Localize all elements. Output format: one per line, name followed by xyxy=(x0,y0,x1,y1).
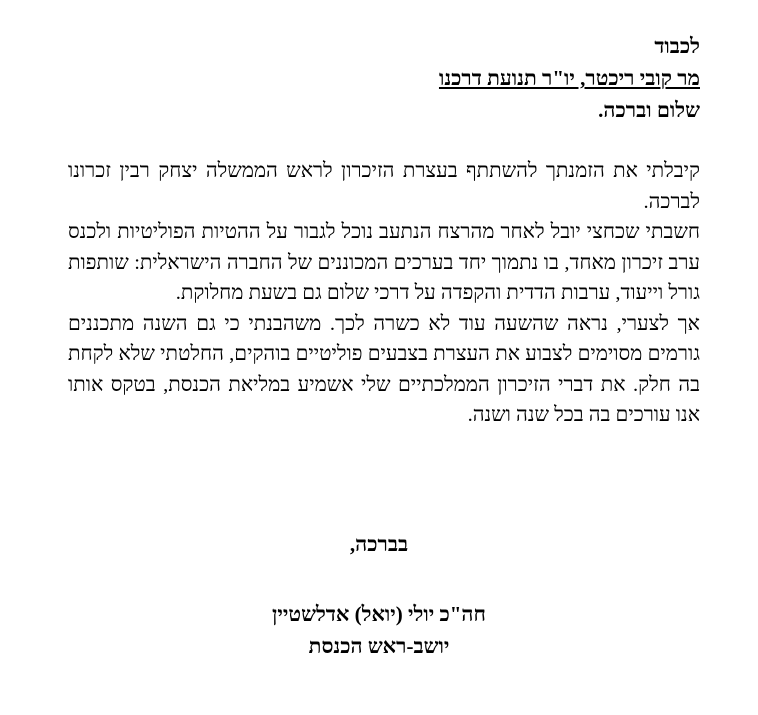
signature-title: יושב-ראש הכנסת xyxy=(308,634,450,658)
paragraph-2: חשבתי שכחצי יובל לאחר מהרצח הנתעב נוכל לגבור על ההטיות הפוליטיות ולכנס ערב זיכרון מאחד, בו נתמוך יחד בערכים המכוננים של החברה הישראלית: שותפות גורל וייעוד, ערבות הדדית והקפדה על דרכי שלום גם בשעת מחלוקת. xyxy=(68,221,700,304)
signature-block xyxy=(0,598,758,662)
closing: בברכה, xyxy=(349,532,409,556)
salutation: לכבוד xyxy=(654,34,700,58)
paragraph-3: אך לצערי, נראה שהשעה עוד לא כשרה לכך. משהבנתי כי גם השנה מתכננים גורמים מסוימים לצבוע את העצרת בצבעים פוליטיים בוהקים, החלטתי שלא לקחת בה חלק. את דברי הזיכרון הממלכתיים שלי אשמיע במליאת הכנסת, בטקס אותו אנו עורכים בה בכל שנה ושנה. xyxy=(68,312,700,426)
greeting: שלום וברכה. xyxy=(598,98,700,122)
recipient: מר קובי ריכטר, יו"ר תנועת דרכנו xyxy=(438,66,700,90)
paragraph-1: קיבלתי את הזמנתך להשתתף בעצרת הזיכרון לראש הממשלה יצחק רבין זכרונו לברכה. xyxy=(68,160,700,213)
signature-name: חה"כ יולי (יואל) אדלשטיין xyxy=(272,602,486,626)
letter-body xyxy=(68,156,700,431)
letter-header xyxy=(439,30,700,126)
